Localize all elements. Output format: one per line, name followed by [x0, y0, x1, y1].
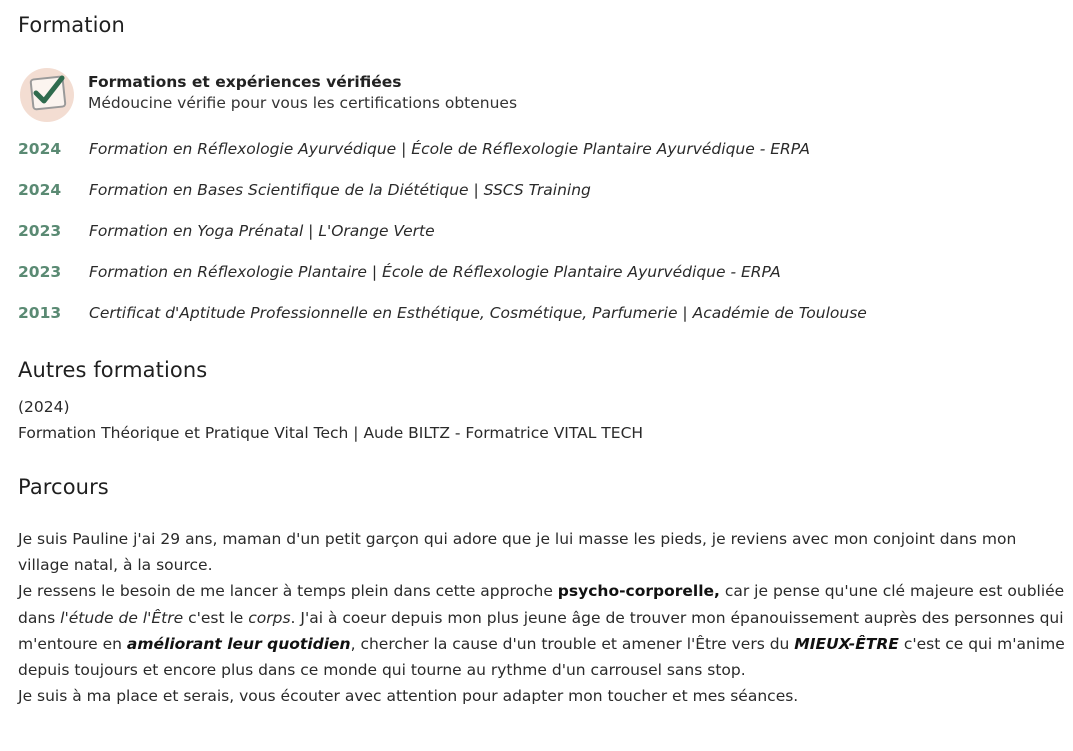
formation-description: Formation en Réflexologie Ayurvédique | École de Réflexologie Plantaire Ayurvédique - ERPA [89, 140, 810, 158]
autres-formations-heading: Autres formations [18, 358, 208, 382]
bold-emphasis: psycho-corporelle, [557, 582, 720, 601]
formation-item [18, 263, 1068, 304]
italic-emphasis: l'étude de l'Être [60, 608, 184, 627]
formation-description: Formation en Bases Scientifique de la Diététique | SSCS Training [89, 181, 591, 199]
bold-italic-emphasis: améliorant leur quotidien [126, 634, 351, 653]
text-span: , chercher la cause d'un trouble et amener l'Être vers du [350, 634, 795, 653]
formation-item [18, 222, 1068, 263]
formation-list [18, 140, 1068, 345]
verified-checkmark-icon [18, 66, 76, 124]
formation-item [18, 140, 1068, 181]
formation-year: 2023 [18, 222, 62, 240]
formation-description: Formation en Réflexologie Plantaire | École de Réflexologie Plantaire Ayurvédique - ERPA [89, 263, 781, 281]
parcours-paragraph-1: Je suis Pauline j'ai 29 ans, maman d'un petit garçon qui adore que je lui masse les pieds, je reviens avec mon conjoint dans mon village natal, à la source. [18, 530, 1017, 575]
text-span: . J'ai à coeur depuis mon plus jeune âge de trouver mon épanouissement auprès des personnes qui m'entoure en [18, 608, 1064, 653]
text-span: Je ressens le besoin de me lancer à temps plein dans cette approche [18, 582, 558, 601]
formation-year: 2024 [18, 140, 62, 158]
formation-year: 2023 [18, 263, 62, 281]
formation-description: Certificat d'Aptitude Professionnelle en Esthétique, Cosmétique, Parfumerie | Académie de Toulouse [89, 304, 867, 322]
parcours-heading: Parcours [18, 475, 109, 499]
formation-year: 2013 [18, 304, 62, 322]
parcours-paragraph-3: Je suis à ma place et serais, vous écouter avec attention pour adapter mon toucher et mes séances. [18, 687, 799, 706]
verified-banner [18, 66, 517, 124]
text-span: car je pense qu'une clé majeure est oubliée dans [18, 582, 1065, 627]
parcours-paragraph-2 [18, 578, 1070, 683]
text-span: c'est ce qui m'anime depuis toujours et encore plus dans ce monde qui tourne au rythme d'un carrousel sans stop. [18, 634, 1065, 680]
formation-description: Formation en Yoga Prénatal | L'Orange Verte [89, 222, 435, 240]
autres-formation-year: (2024) [18, 398, 70, 416]
formation-year: 2024 [18, 181, 62, 199]
verified-subtitle: Médoucine vérifie pour vous les certifications obtenues [88, 94, 518, 112]
parcours-text [18, 526, 1070, 709]
verified-title: Formations et expériences vérifiées [88, 73, 402, 91]
formation-item [18, 304, 1068, 345]
formation-item [18, 181, 1068, 222]
text-span: c'est le [183, 608, 249, 627]
italic-emphasis: corps [248, 608, 291, 627]
autres-formation-description: Formation Théorique et Pratique Vital Tech | Aude BILTZ - Formatrice VITAL TECH [18, 424, 644, 442]
bold-italic-emphasis: MIEUX-ÊTRE [794, 634, 899, 653]
formation-heading: Formation [18, 13, 125, 37]
